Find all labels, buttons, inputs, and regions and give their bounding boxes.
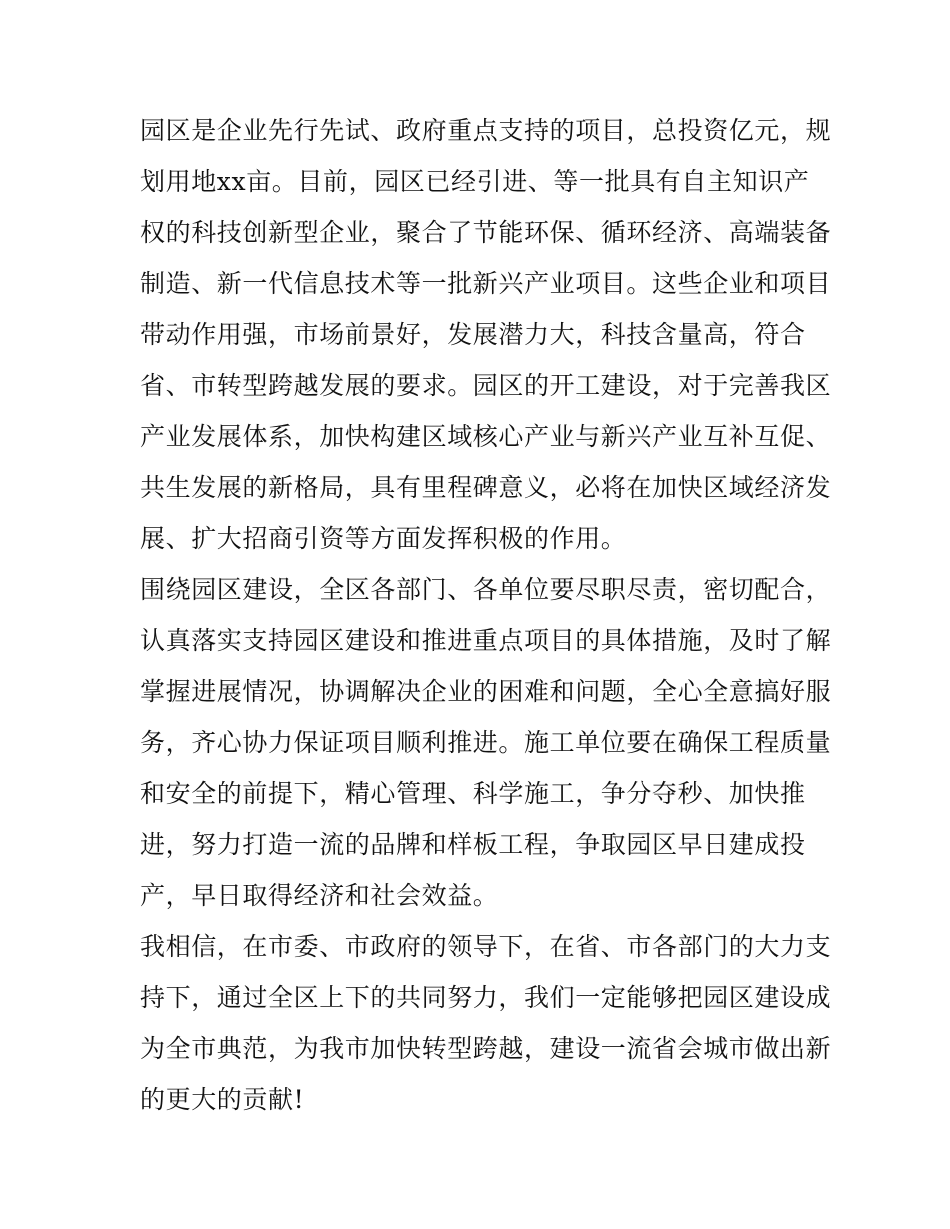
text-line: 产，早日取得经济和社会效益。 xyxy=(140,881,499,910)
text-line: 为全市典范，为我市加快转型跨越，建设一流省会城市做出新 xyxy=(140,1034,832,1063)
text-line: 省、市转型跨越发展的要求。园区的开工建设，对于完善我区 xyxy=(140,371,832,400)
text-line: 认真落实支持园区建设和推进重点项目的具体措施，及时了解 xyxy=(140,626,832,655)
text-line: 我相信，在市委、市政府的领导下，在省、市各部门的大力支 xyxy=(140,932,832,961)
text-line: 和安全的前提下，精心管理、科学施工，争分夺秒、加快推 xyxy=(140,779,806,808)
document-body xyxy=(140,105,832,1125)
text-line: 制造、新一代信息技术等一批新兴产业项目。这些企业和项目 xyxy=(140,269,832,298)
text-line: 持下，通过全区上下的共同努力，我们一定能够把园区建设成 xyxy=(140,983,832,1012)
text-line: 划用地xx亩。目前，园区已经引进、等一批具有自主知识产 xyxy=(140,167,810,196)
text-line: 带动作用强，市场前景好，发展潜力大，科技含量高，符合 xyxy=(140,320,806,349)
text-line: 权的科技创新型企业，聚合了节能环保、循环经济、高端装备 xyxy=(140,218,832,247)
text-line: 的更大的贡献! xyxy=(140,1085,305,1114)
text-line: 产业发展体系，加快构建区域核心产业与新兴产业互补互促、 xyxy=(140,422,832,451)
text-line: 进，努力打造一流的品牌和样板工程，争取园区早日建成投 xyxy=(140,830,806,859)
text-line: 共生发展的新格局，具有里程碑意义，必将在加快区域经济发 xyxy=(140,473,832,502)
text-line: 园区是企业先行先试、政府重点支持的项目，总投资亿元，规 xyxy=(140,116,832,145)
text-line: 围绕园区建设，全区各部门、各单位要尽职尽责，密切配合， xyxy=(140,575,832,604)
text-line: 掌握进展情况，协调解决企业的困难和问题，全心全意搞好服 xyxy=(140,677,832,706)
text-line: 务，齐心协力保证项目顺利推进。施工单位要在确保工程质量 xyxy=(140,728,832,757)
text-line: 展、扩大招商引资等方面发挥积极的作用。 xyxy=(140,524,627,553)
